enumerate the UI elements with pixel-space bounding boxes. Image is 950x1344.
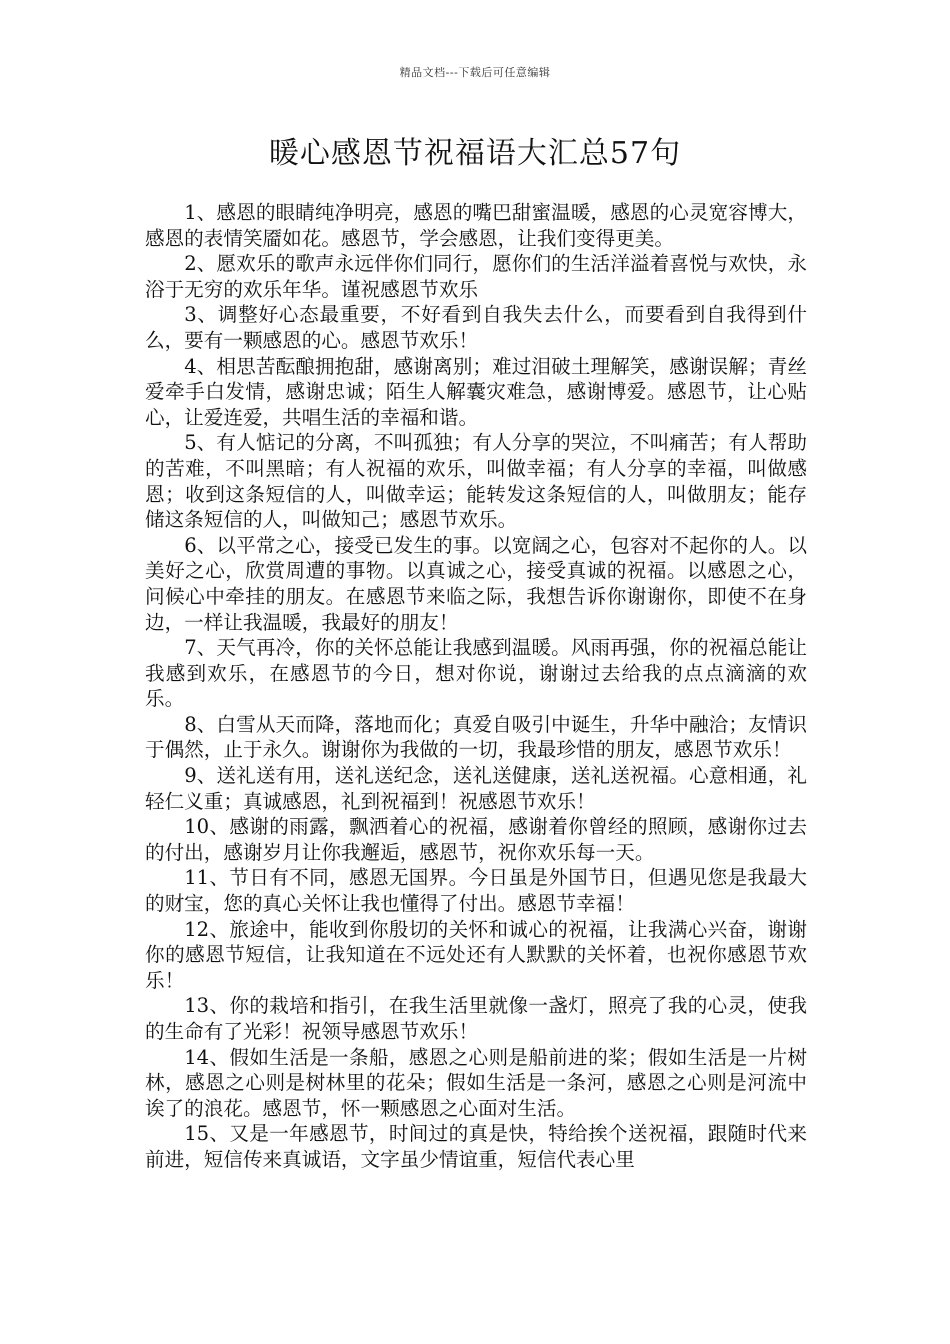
- paragraph-13: 13、你的栽培和指引，在我生活里就像一盏灯，照亮了我的心灵，使我的生命有了光彩！祝领导感恩节欢乐！: [145, 994, 807, 1043]
- paragraph-5: 5、有人惦记的分离，不叫孤独；有人分享的哭泣，不叫痛苦；有人帮助的苦难，不叫黑暗；有人祝福的欢乐，叫做幸福；有人分享的幸福，叫做感恩；收到这条短信的人，叫做幸运；能转发这条短信的人，叫做朋友；能存储这条短信的人，叫做知己；感恩节欢乐。: [145, 431, 807, 532]
- document-title: 暖心感恩节祝福语大汇总57句: [268, 136, 682, 171]
- page-header-watermark: 精品文档---下载后可任意编辑: [399, 66, 551, 79]
- paragraph-6: 6、以平常之心，接受已发生的事。以宽阔之心，包容对不起你的人。以美好之心，欣赏周遭的事物。以真诚之心，接受真诚的祝福。以感恩之心，问候心中牵挂的朋友。在感恩节来临之际，我想告诉你谢谢你，即使不在身边，一样让我温暖，我最好的朋友！: [145, 533, 807, 634]
- paragraph-2: 2、愿欢乐的歌声永远伴你们同行，愿你们的生活洋溢着喜悦与欢快，永浴于无穷的欢乐年华。谨祝感恩节欢乐: [145, 252, 807, 301]
- paragraph-1: 1、感恩的眼睛纯净明亮，感恩的嘴巴甜蜜温暖，感恩的心灵宽容博大，感恩的表情笑靥如花。感恩节，学会感恩，让我们变得更美。: [145, 201, 807, 250]
- paragraph-15: 15、又是一年感恩节，时间过的真是快，特给挨个送祝福，跟随时代来前进，短信传来真诚语，文字虽少情谊重，短信代表心里: [145, 1122, 807, 1171]
- paragraph-7: 7、天气再冷，你的关怀总能让我感到温暖。风雨再强，你的祝福总能让我感到欢乐，在感恩节的今日，想对你说，谢谢过去给我的点点滴滴的欢乐。: [145, 636, 807, 711]
- paragraph-11: 11、节日有不同，感恩无国界。今日虽是外国节日，但遇见您是我最大的财宝，您的真心关怀让我也懂得了付出。感恩节幸福！: [145, 866, 807, 916]
- paragraph-9: 9、送礼送有用，送礼送纪念，送礼送健康，送礼送祝福。心意相通，礼轻仁义重；真诚感恩，礼到祝福到！祝感恩节欢乐！: [145, 764, 807, 813]
- paragraph-10: 10、感谢的雨露，飘洒着心的祝福，感谢着你曾经的照顾，感谢你过去的付出，感谢岁月让你我邂逅，感恩节，祝你欢乐每一天。: [145, 815, 807, 864]
- paragraph-8: 8、白雪从天而降，落地而化；真爱自吸引中诞生，升华中融洽；友情识于偶然，止于永久。谢谢你为我做的一切，我最珍惜的朋友，感恩节欢乐！: [145, 712, 807, 762]
- paragraph-12: 12、旅途中，能收到你殷切的关怀和诚心的祝福，让我满心兴奋，谢谢你的感恩节短信，让我知道在不远处还有人默默的关怀着，也祝你感恩节欢乐！: [145, 917, 807, 992]
- document-body: [145, 200, 807, 1173]
- paragraph-3: 3、调整好心态最重要，不好看到自我失去什么，而要看到自我得到什么，要有一颗感恩的心。感恩节欢乐！: [145, 303, 807, 352]
- paragraph-4: 4、相思苦酝酿拥抱甜，感谢离别；难过泪破土理解笑，感谢误解；青丝爱牵手白发情，感谢忠诚；陌生人解囊灾难急，感谢博爱。感恩节，让心贴心，让爱连爱，共唱生活的幸福和谐。: [145, 354, 807, 429]
- paragraph-14: 14、假如生活是一条船，感恩之心则是船前进的桨；假如生活是一片树林，感恩之心则是树林里的花朵；假如生活是一条河，感恩之心则是河流中诶了的浪花。感恩节，怀一颗感恩之心面对生活。: [145, 1045, 807, 1120]
